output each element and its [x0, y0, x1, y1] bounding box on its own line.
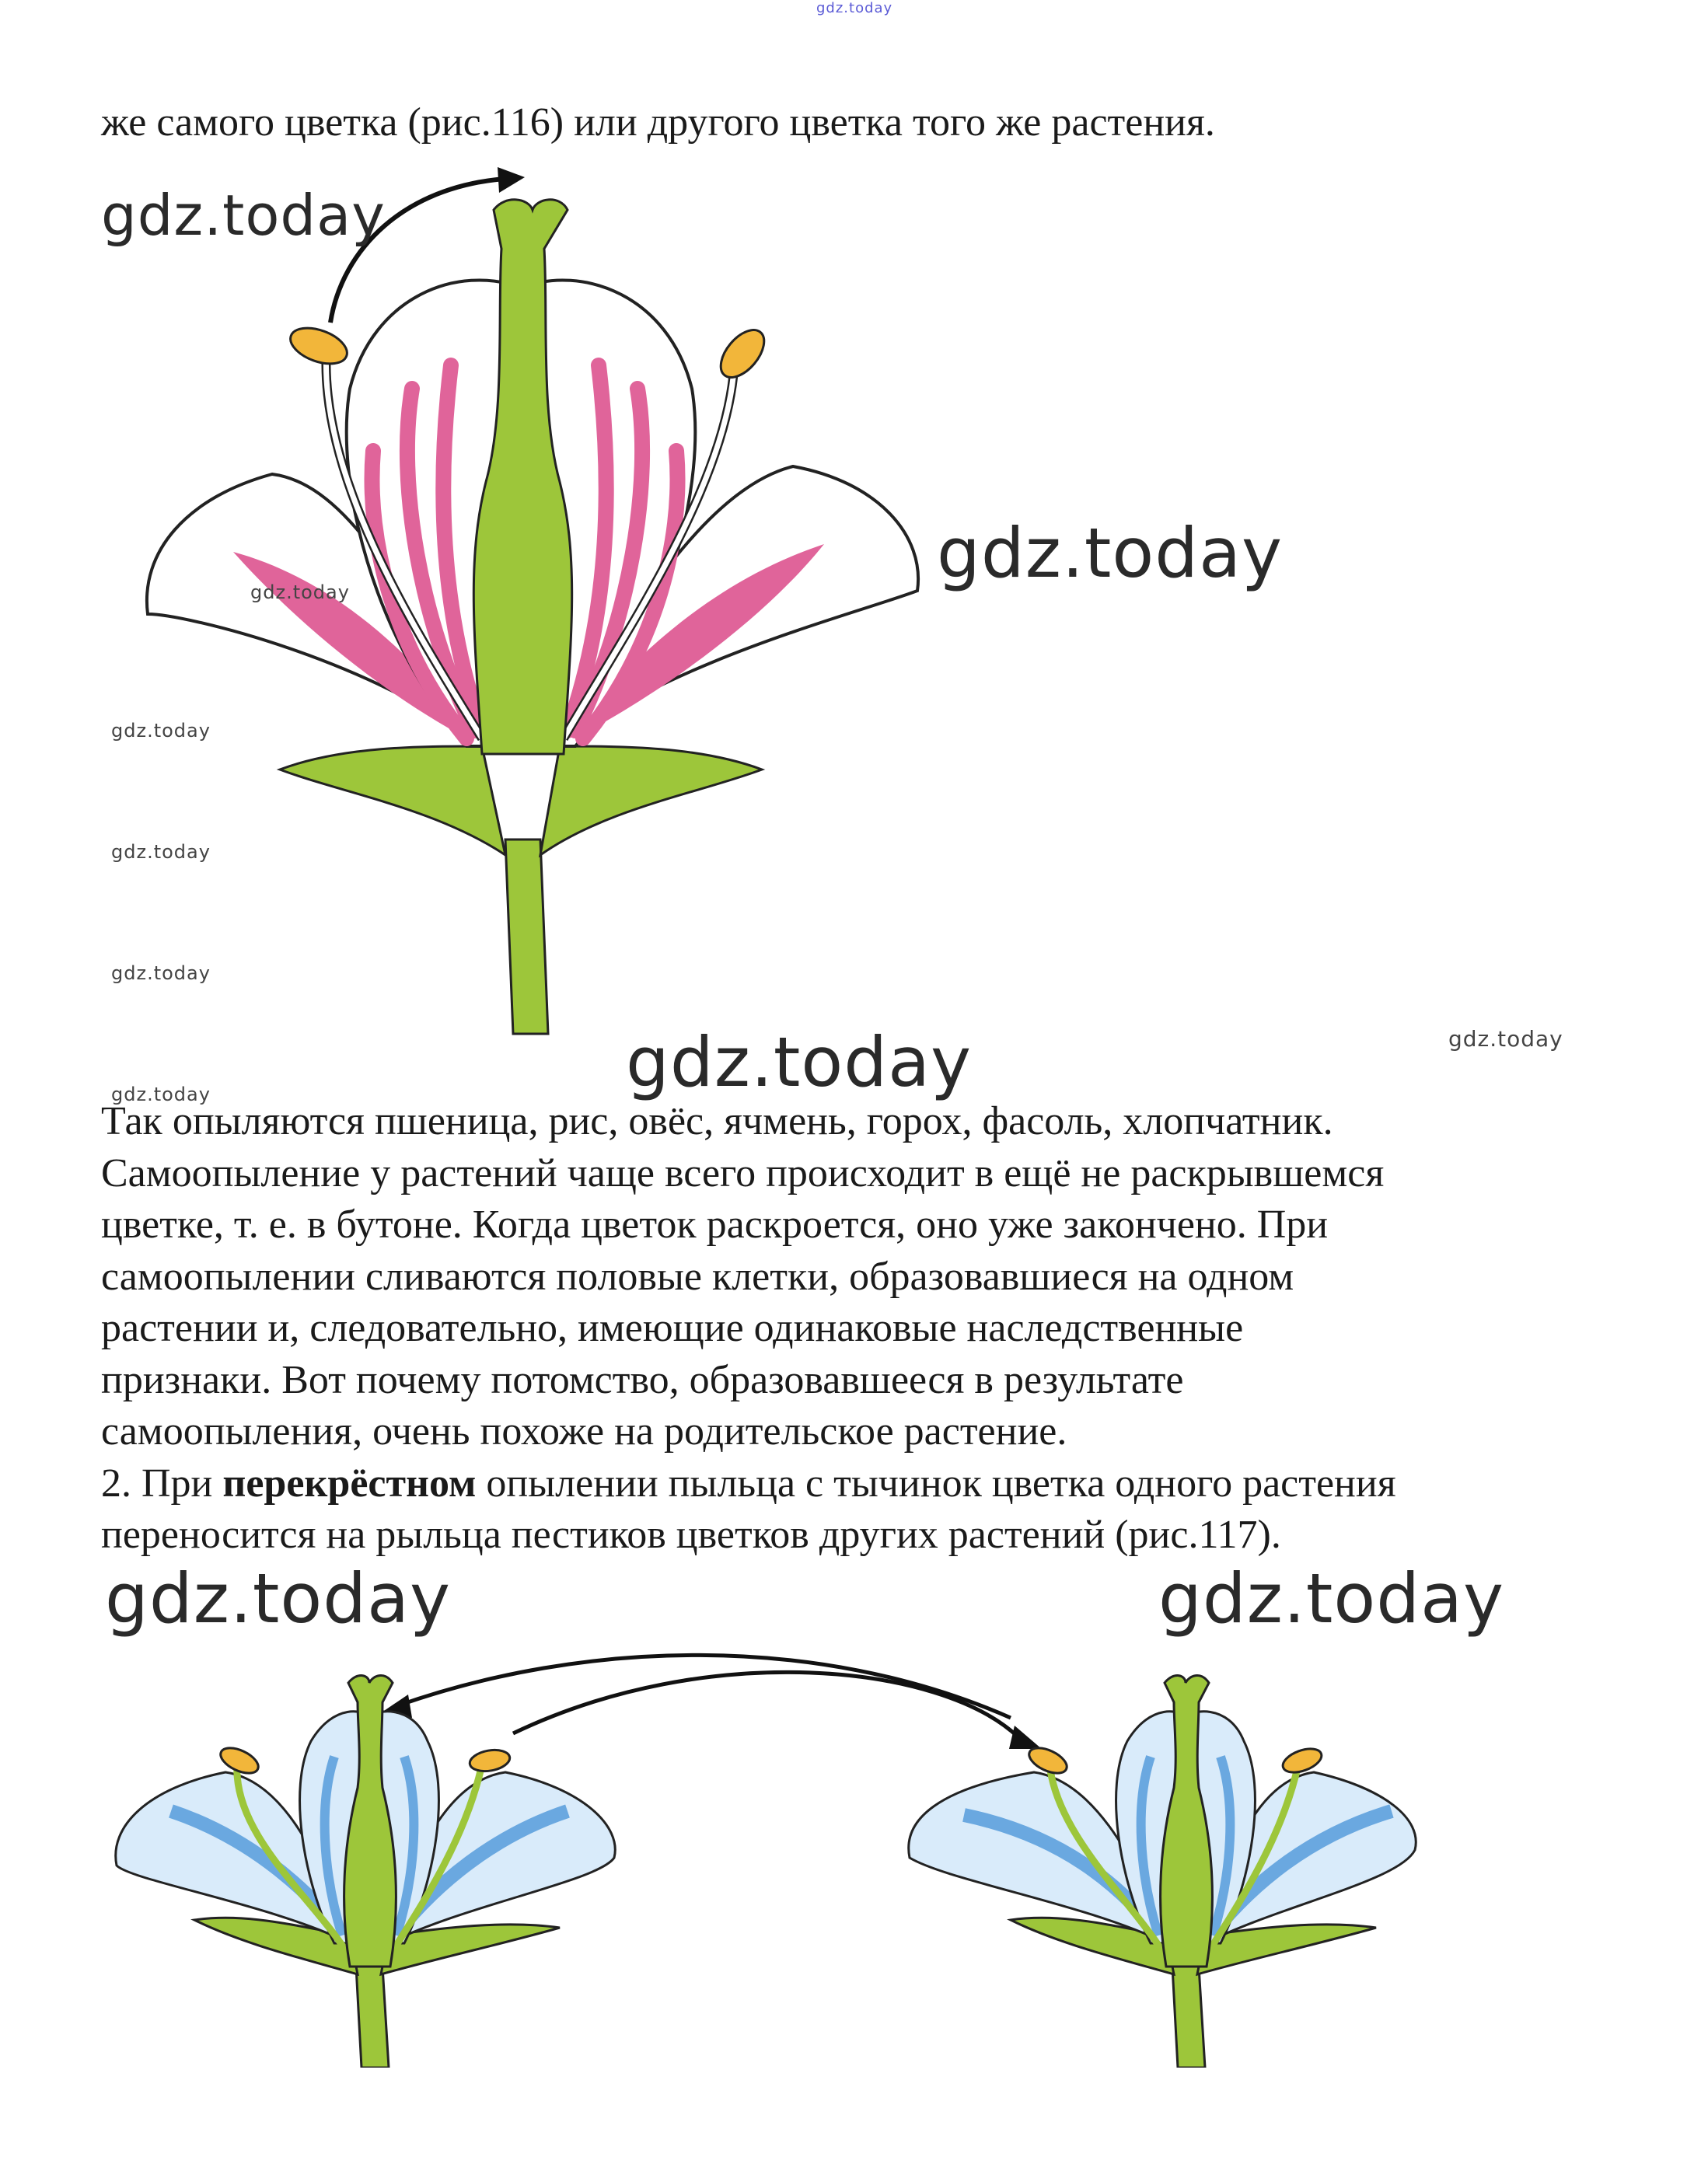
watermark: gdz.today	[105, 1558, 452, 1639]
text-line: признаки. Вот почему потомство, образовавшееся в результате	[101, 1357, 1184, 1402]
text-line: Так опыляются пшеница, рис, овёс, ячмень, горох, фасоль, хлопчатник.	[101, 1099, 1333, 1143]
text-line: растении и, следовательно, имеющие одинаковые наследственные	[101, 1306, 1244, 1350]
text-line: самоопыления, очень похоже на родительское растение.	[101, 1409, 1067, 1454]
item-2-line	[101, 1458, 1640, 1510]
text-line: самоопылении сливаются половые клетки, образовавшиеся на одном	[101, 1254, 1294, 1299]
figure-cross-pollination	[101, 1601, 1423, 2068]
right-blue-flower	[909, 1676, 1416, 2068]
watermark: gdz.today	[937, 513, 1284, 593]
intro-text: же самого цветка (рис.116) или другого цветка того же растения.	[101, 100, 1215, 145]
watermark: gdz.today	[111, 720, 211, 742]
watermark: gdz.today	[626, 1022, 973, 1102]
watermark: gdz.today	[111, 1084, 211, 1105]
text-line: переносится на рыльца пестиков цветков других растений (рис.117).	[101, 1513, 1281, 1557]
watermark: gdz.today	[1158, 1558, 1505, 1639]
watermark: gdz.today	[101, 183, 386, 248]
item-2-prefix: 2. При	[101, 1461, 223, 1506]
item-2-rest: опылении пыльца с тычинок цветка одного растения	[476, 1461, 1396, 1506]
item-2-term: перекрёстном	[222, 1461, 477, 1506]
left-blue-flower	[116, 1676, 616, 2068]
text-line: Самоопыление у растений чаще всего происходит в ещё не раскрывшемся	[101, 1150, 1385, 1195]
body-paragraph	[101, 1096, 1640, 1562]
watermark-top: gdz.today	[816, 0, 893, 16]
watermark: gdz.today	[111, 962, 211, 984]
watermark: gdz.today	[1448, 1026, 1563, 1052]
watermark: gdz.today	[111, 841, 211, 863]
watermark: gdz.today	[250, 581, 350, 603]
text-line: цветке, т. е. в бутоне. Когда цветок раскроется, оно уже закончено. При	[101, 1202, 1329, 1247]
